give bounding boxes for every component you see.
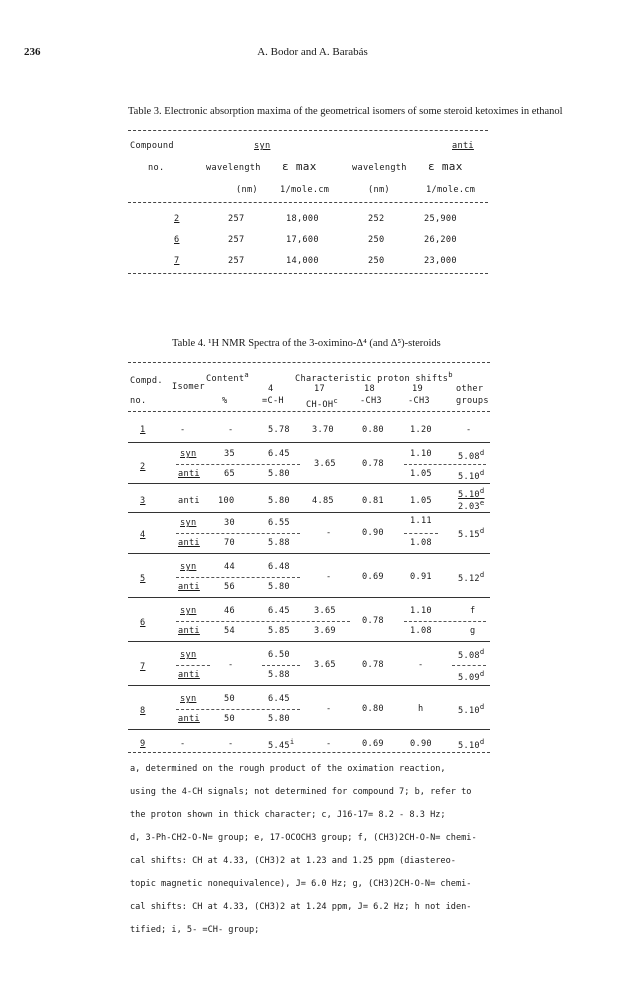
table4-row5-isomer-anti: anti	[178, 582, 200, 592]
table4-row5-isomer-syn: syn	[180, 562, 197, 572]
table4-row9-c17: -	[326, 739, 332, 749]
table4-row4-no: 4	[140, 530, 146, 540]
table3-header-wavelength-syn: wavelength	[206, 163, 261, 173]
table4-row3-content: 100	[218, 496, 235, 506]
table4-row6-c4-syn: 6.45	[268, 606, 290, 616]
table4-header-other-group: groups	[456, 396, 489, 406]
table4-row3-other-a: 5.10$^d$	[458, 486, 485, 500]
table4-row1-content: -	[228, 425, 234, 435]
table3-header-wavelength-anti: wavelength	[352, 163, 407, 173]
table4-header-no: no.	[130, 396, 147, 406]
footnote-line: a, determined on the rough product of the oximation reaction,	[130, 764, 446, 774]
table4-row6-content-syn: 46	[224, 606, 235, 616]
table4-row7-no: 7	[140, 662, 146, 672]
table4-row2-isomer-anti: anti	[178, 469, 200, 479]
table4-row5-other: 5.12$^d$	[458, 570, 485, 584]
table4-bottom-rule	[128, 752, 490, 753]
table4-header-c19: 19	[412, 384, 423, 394]
table4-footnotes	[130, 758, 530, 942]
table3-header-nm-syn: (nm)	[236, 185, 258, 195]
table4-header-other: other	[456, 384, 484, 394]
table4-isomer-divider	[176, 577, 300, 578]
table4-row2-c19-anti: 1.05	[410, 469, 432, 479]
table4-row2-c19-syn: 1.10	[410, 449, 432, 459]
table4-row3-c19: 1.05	[410, 496, 432, 506]
table3-row-syn-wavelength: 257	[228, 214, 245, 224]
table4-row-divider	[128, 597, 490, 598]
table4-row4-c19-anti: 1.08	[410, 538, 432, 548]
table4-row3-isomer: anti	[178, 496, 200, 506]
table4-header-c4-group: =C-H	[262, 396, 284, 406]
table3-row-syn-emax: 18,000	[286, 214, 319, 224]
table4-row5-c17: -	[326, 572, 332, 582]
table4-row1-c19: 1.20	[410, 425, 432, 435]
table4-row4-c4-anti: 5.88	[268, 538, 290, 548]
table4-row4-isomer-anti: anti	[178, 538, 200, 548]
table4-row8-c4-anti: 5.80	[268, 714, 290, 724]
footnote-line: cal shifts: CH at 4.33, (CH3)2 at 1.24 ppm, J= 6.2 Hz; h not iden-	[130, 902, 472, 912]
table4-row1-c4: 5.78	[268, 425, 290, 435]
table4-row-divider	[128, 483, 490, 484]
table4-row2-content-anti: 65	[224, 469, 235, 479]
table4-row7-other-anti: 5.09$^d$	[458, 669, 485, 683]
table4-header-c18-group: -CH3	[360, 396, 382, 406]
table4-caption: Table 4. ¹H NMR Spectra of the 3-oximino-Δ⁴ (and Δ⁵)-steroids	[172, 338, 441, 349]
table4-row9-other: 5.10$^d$	[458, 737, 485, 751]
table4-header-c17: 17	[314, 384, 325, 394]
table4-row9-no: 9	[140, 739, 146, 749]
table4-row8-no: 8	[140, 706, 146, 716]
table4-row5-c4-syn: 6.48	[268, 562, 290, 572]
table4-row9-content: -	[228, 739, 234, 749]
table3-header-nm-anti: (nm)	[368, 185, 390, 195]
table4-row2-other-syn: 5.08$^d$	[458, 448, 485, 462]
table4-row9-c19: 0.90	[410, 739, 432, 749]
table3-header-unit-anti: 1/mole.cm	[426, 185, 476, 195]
footnote-line: d, 3-Ph-CH2-O-N= group; e, 17-OCOCH3 group; f, (CH3)2CH-O-N= chemi-	[130, 833, 477, 843]
table3-row-syn-emax: 17,600	[286, 235, 319, 245]
table4-row8-content-anti: 50	[224, 714, 235, 724]
table4-row5-no: 5	[140, 574, 146, 584]
table4-row7-c17: 3.65	[314, 660, 336, 670]
running-head: A. Bodor and A. Barabás	[257, 46, 368, 58]
table4-isomer-divider	[176, 621, 350, 622]
table4-isomer-divider	[452, 665, 486, 666]
table4-row8-content-syn: 50	[224, 694, 235, 704]
table4-row1-c17: 3.70	[312, 425, 334, 435]
table4-row8-c19: h	[418, 704, 424, 714]
footnote-line: tified; i, 5- =CH- group;	[130, 925, 260, 935]
table4-row2-content-syn: 35	[224, 449, 235, 459]
table4-row8-c4-syn: 6.45	[268, 694, 290, 704]
table4-row4-c18: 0.90	[362, 528, 384, 538]
table3-header-no: no.	[148, 163, 165, 173]
table4-header-compd: Compd.	[130, 376, 163, 386]
footnote-line: the proton shown in thick character; c, J16-17= 8.2 - 8.3 Hz;	[130, 810, 446, 820]
table4-isomer-divider	[404, 533, 438, 534]
table4-row6-content-anti: 54	[224, 626, 235, 636]
table4-isomer-divider	[176, 665, 210, 666]
table4-header-rule	[128, 411, 490, 412]
table4-row2-other-anti: 5.10$^d$	[458, 468, 485, 482]
table4-row6-isomer-syn: syn	[180, 606, 197, 616]
table4-row8-c17: -	[326, 704, 332, 714]
table3-header-emax-anti: ε max	[428, 160, 463, 173]
table4-row-divider	[128, 512, 490, 513]
table3-row-anti-wavelength: 250	[368, 256, 385, 266]
table4-row4-content-syn: 30	[224, 518, 235, 528]
table4-row2-c18: 0.78	[362, 459, 384, 469]
footnote-line: topic magnetic nonequivalence), J= 6.0 Hz; g, (CH3)2CH-O-N= chemi-	[130, 879, 472, 889]
footnote-line: using the 4-CH signals; not determined for compound 7; b, refer to	[130, 787, 472, 797]
table3-row-anti-wavelength: 252	[368, 214, 385, 224]
table3-header-syn: syn	[254, 141, 271, 151]
table4-top-rule	[128, 362, 490, 363]
table4-row6-c19-anti: 1.08	[410, 626, 432, 636]
table4-row2-no: 2	[140, 462, 146, 472]
table3-row-anti-emax: 23,000	[424, 256, 457, 266]
table4-row5-content-anti: 56	[224, 582, 235, 592]
table3-row-compound: 2	[174, 214, 180, 224]
table4-row7-isomer-anti: anti	[178, 670, 200, 680]
table3-row-compound: 6	[174, 235, 180, 245]
table4-row6-c19-syn: 1.10	[410, 606, 432, 616]
table4-isomer-divider	[262, 665, 300, 666]
table4-row2-c4-anti: 5.80	[268, 469, 290, 479]
table4-row7-c4-syn: 6.50	[268, 650, 290, 660]
table4-row6-c18: 0.78	[362, 616, 384, 626]
table4-row-divider	[128, 641, 490, 642]
table3-bottom-rule	[128, 273, 488, 274]
table4-row7-content: -	[228, 660, 234, 670]
table4-row6-other-syn: f	[470, 606, 476, 616]
table3-row-anti-wavelength: 250	[368, 235, 385, 245]
table4-row6-other-anti: g	[470, 626, 476, 636]
table4-isomer-divider	[404, 464, 486, 465]
table4-row7-c18: 0.78	[362, 660, 384, 670]
table3-top-rule	[128, 130, 488, 131]
table4-row7-isomer-syn: syn	[180, 650, 197, 660]
table3-row-anti-emax: 26,200	[424, 235, 457, 245]
table3-header-compound: Compound	[130, 141, 174, 151]
table4-row6-c17-syn: 3.65	[314, 606, 336, 616]
table4-header-percent: %	[222, 396, 228, 406]
table3-header-anti: anti	[452, 141, 474, 151]
table4-row4-c19-syn: 1.11	[410, 516, 432, 526]
table3-row-compound: 7	[174, 256, 180, 266]
table4-row9-c4: 5.45$^i$	[268, 737, 295, 751]
table4-row9-c18: 0.69	[362, 739, 384, 749]
footnote-line: cal shifts: CH at 4.33, (CH3)2 at 1.23 and 1.25 ppm (diastereo-	[130, 856, 456, 866]
table4-row2-isomer-syn: syn	[180, 449, 197, 459]
table4-isomer-divider	[176, 709, 300, 710]
table3-header-rule	[128, 202, 488, 203]
table4-row3-other-b: 2.03e	[458, 498, 485, 512]
table4-row5-c4-anti: 5.80	[268, 582, 290, 592]
table4-row7-c19: -	[418, 660, 424, 670]
table4-row2-c17: 3.65	[314, 459, 336, 469]
table4-row1-c18: 0.80	[362, 425, 384, 435]
table4-row4-c4-syn: 6.55	[268, 518, 290, 528]
table4-header-shifts: Characteristic proton shifts$^b$	[295, 370, 453, 384]
table4-isomer-divider	[176, 464, 300, 465]
table4-row3-c17: 4.85	[312, 496, 334, 506]
table4-header-isomer: Isomer	[172, 382, 205, 392]
table4-row6-c4-anti: 5.85	[268, 626, 290, 636]
table4-isomer-divider	[404, 621, 486, 622]
table4-row6-isomer-anti: anti	[178, 626, 200, 636]
table4-row-divider	[128, 685, 490, 686]
table4-row-divider	[128, 729, 490, 730]
table3-row-syn-wavelength: 257	[228, 256, 245, 266]
table3-row-syn-wavelength: 257	[228, 235, 245, 245]
page-number: 236	[24, 46, 41, 58]
table4-row4-isomer-syn: syn	[180, 518, 197, 528]
table4-row5-c19: 0.91	[410, 572, 432, 582]
table4-row8-c18: 0.80	[362, 704, 384, 714]
table4-header-c17-group: $CH-OH^c$	[306, 396, 338, 410]
table4-row6-no: 6	[140, 618, 146, 628]
table4-row5-content-syn: 44	[224, 562, 235, 572]
table4-row8-other: 5.10$^d$	[458, 702, 485, 716]
table4-row-divider	[128, 442, 490, 443]
table4-header-c19-group: -CH3	[408, 396, 430, 406]
table4-row3-c4: 5.80	[268, 496, 290, 506]
table4-row4-content-anti: 70	[224, 538, 235, 548]
table4-row5-c18: 0.69	[362, 572, 384, 582]
table4-row1-other: -	[466, 425, 472, 435]
table4-row4-other: 5.15$^d$	[458, 526, 485, 540]
table3-header-emax-syn: ε max	[282, 160, 317, 173]
table4-header-c4: 4	[268, 384, 274, 394]
table4-row8-isomer-syn: syn	[180, 694, 197, 704]
table3-caption: Table 3. Electronic absorption maxima of the geometrical isomers of some steroid ketoximes in ethanol	[128, 106, 563, 117]
table4-row4-c17: -	[326, 528, 332, 538]
table4-row-divider	[128, 553, 490, 554]
table4-header-content: Content$^a$	[206, 370, 249, 384]
table3-row-anti-emax: 25,900	[424, 214, 457, 224]
table4-row8-isomer-anti: anti	[178, 714, 200, 724]
table4-row6-c17-anti: 3.69	[314, 626, 336, 636]
table4-isomer-divider	[176, 533, 300, 534]
table3-row-syn-emax: 14,000	[286, 256, 319, 266]
table4-row1-isomer: -	[180, 425, 186, 435]
table4-header-c18: 18	[364, 384, 375, 394]
table4-row7-other-syn: 5.08$^d$	[458, 647, 485, 661]
table4-row7-c4-anti: 5.88	[268, 670, 290, 680]
table3-header-unit-syn: 1/mole.cm	[280, 185, 330, 195]
table4-row3-no: 3	[140, 496, 146, 506]
table4-row9-isomer: -	[180, 739, 186, 749]
table4-row2-c4-syn: 6.45	[268, 449, 290, 459]
table4-row1-no: 1	[140, 425, 146, 435]
table4-row3-c18: 0.81	[362, 496, 384, 506]
